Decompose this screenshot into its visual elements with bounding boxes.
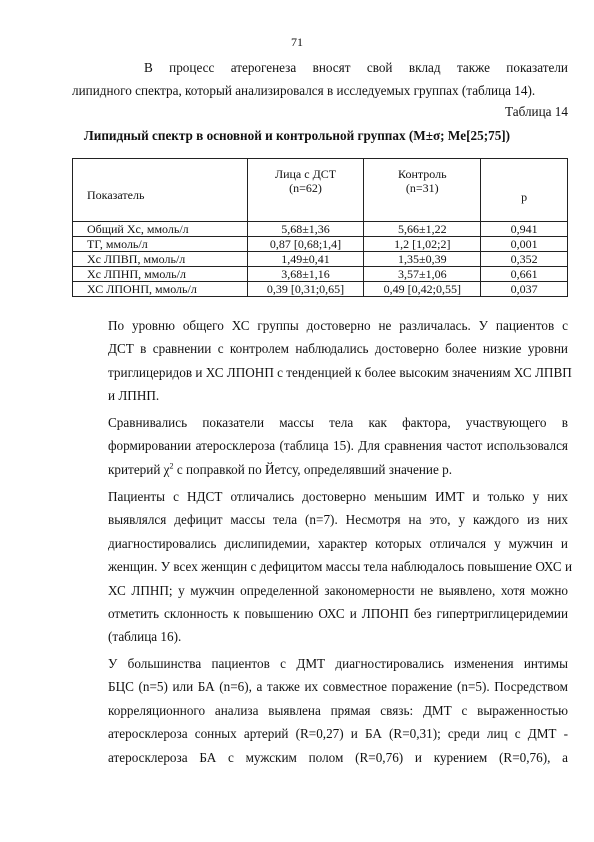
row-p-value: 0,001 — [481, 237, 568, 252]
table-row — [73, 252, 568, 267]
row-indicator: ХС ЛПОНП, ммоль/л — [73, 282, 248, 297]
table-row — [73, 237, 568, 252]
chi-square-text: критерий χ — [108, 461, 170, 477]
paragraph-line: формировании атеросклероза (таблица 15). Для сравнения частот использовался — [108, 438, 568, 454]
paragraph-atherosclerosis — [72, 652, 568, 769]
paragraph-line: диагностировались дислипидемии, характер которых отличался у мужчин и — [108, 535, 568, 551]
paragraph-line: и ЛПНП. — [108, 388, 160, 404]
paragraph-line: У большинства пациентов с ДМТ диагностировались изменения интимы — [108, 656, 568, 671]
paragraph-line: (таблица 16). — [108, 629, 182, 645]
header-dst-line2: (n=62) — [289, 181, 322, 195]
table-header-row — [73, 159, 568, 222]
paragraph-line: ХС ЛПНП; у мужчин определенной закономерности не выявлено, хотя можно — [108, 582, 568, 598]
row-control-value: 0,49 [0,42;0,55] — [364, 282, 481, 297]
row-dst-value: 5,68±1,36 — [247, 222, 364, 237]
intro-line-2: липидного спектра, который анализировался в исследуемых группах (таблица 14). — [72, 83, 536, 99]
row-p-value: 0,941 — [481, 222, 568, 237]
header-p: p — [481, 159, 568, 222]
paragraph-line: корреляционного анализа выявлена прямая связь: ДМТ с выраженностью — [108, 702, 568, 718]
row-indicator: Хс ЛПВП, ммоль/л — [73, 252, 248, 267]
paragraph-line: БЦС (n=5) или БА (n=6), а также их совместное поражение (n=5). Посредством — [108, 679, 568, 695]
page-number: 71 — [291, 35, 303, 49]
row-p-value: 0,661 — [481, 267, 568, 282]
header-indicator: Показатель — [73, 159, 248, 222]
row-dst-value: 1,49±0,41 — [247, 252, 364, 267]
header-control-line2: (n=31) — [405, 181, 439, 195]
table-label: Таблица 14 — [505, 104, 568, 119]
header-control-line1: Контроль — [398, 167, 447, 181]
paragraph-line: По уровню общего ХС группы достоверно не различалась. У пациентов с — [108, 318, 568, 333]
header-control — [364, 159, 481, 222]
row-indicator: Хс ЛПНП, ммоль/л — [73, 267, 248, 282]
row-control-value: 1,35±0,39 — [364, 252, 481, 267]
intro-line-1: В процесс атерогенеза вносят свой вклад также показатели — [144, 60, 568, 75]
paragraph-line: атеросклероза БА с мужским полом (R=0,76) и курением (R=0,76), а — [108, 749, 568, 765]
row-control-value: 1,2 [1,02;2] — [364, 237, 481, 252]
paragraph-line-chi-square — [72, 458, 568, 481]
row-control-value: 5,66±1,22 — [364, 222, 481, 237]
paragraph-underweight — [72, 485, 573, 649]
paragraph-line: Пациенты с НДСТ отличались достоверно меньшим ИМТ и только у них — [108, 489, 568, 504]
paragraph-line: отметить склонность к повышению ОХС и ЛПОНП без гипертриглицеридемии — [108, 606, 568, 622]
chi-square-superscript: 2 — [169, 461, 174, 471]
row-dst-value: 0,39 [0,31;0,65] — [247, 282, 364, 297]
row-dst-value: 0,87 [0,68;1,4] — [247, 237, 364, 252]
paragraph-line: женщин. У всех женщин с дефицитом массы тела наблюдалось повышение ОХС и — [108, 559, 573, 575]
chi-square-text-rest: с поправкой по Йетсу, определявший значение р. — [173, 461, 453, 477]
lipid-table — [72, 158, 568, 297]
row-p-value: 0,037 — [481, 282, 568, 297]
row-indicator: ТГ, ммоль/л — [73, 237, 248, 252]
paragraph-cholesterol-comparison — [72, 314, 572, 408]
header-dst-line1: Лица с ДСТ — [274, 167, 337, 181]
paragraph-body-mass — [72, 411, 568, 481]
row-dst-value: 3,68±1,16 — [247, 267, 364, 282]
header-dst — [247, 159, 364, 222]
intro-paragraph — [72, 56, 568, 103]
paragraph-line: Сравнивались показатели массы тела как фактора, участвующего в — [108, 415, 568, 430]
paragraph-line: триглицеридов и ХС ЛПОНП с тенденцией к более высоким значениям ХС ЛПВП — [108, 364, 572, 380]
paragraph-line: выявлялся дефицит массы тела (n=7). Несмотря на это, у каждого из них — [108, 512, 568, 528]
paragraph-line: атеросклероза сонных артерий (R=0,27) и БА (R=0,31); среди лиц с ДМТ - — [108, 726, 568, 742]
table-title: Липидный спектр в основной и контрольной группах (M±σ; Me[25;75]) — [83, 128, 511, 143]
row-p-value: 0,352 — [481, 252, 568, 267]
table-row — [73, 267, 568, 282]
table-row — [73, 282, 568, 297]
paragraph-line: ДСТ в сравнении с контролем наблюдались достоверно более низкие уровни — [108, 341, 568, 357]
row-control-value: 3,57±1,06 — [364, 267, 481, 282]
row-indicator: Общий Хс, ммоль/л — [73, 222, 248, 237]
table-row — [73, 222, 568, 237]
